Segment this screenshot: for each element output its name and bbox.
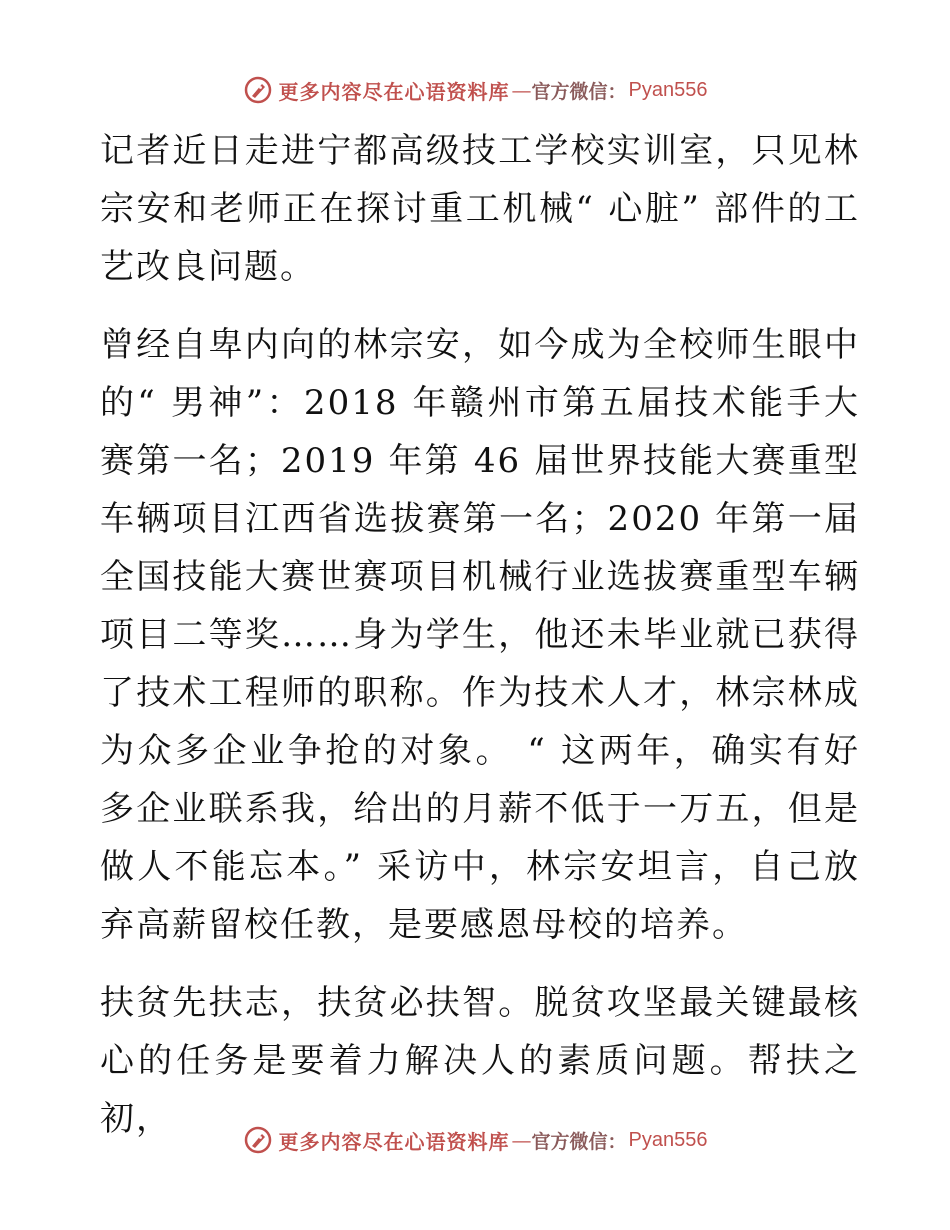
document-body [100,122,860,1168]
header-banner [0,68,950,112]
banner-brand-text: 更多内容尽在心语资料库 [278,1129,510,1154]
footer-banner [0,1118,950,1162]
banner-wechat-label: 官方微信： [531,80,627,103]
paragraph-2: 曾经自卑内向的林宗安，如今成为全校师生眼中的“ 男神”：2018 年赣州市第五届技术能手大赛第一名；2019 年第 46 届世界技能大赛重型车辆项目江西省选拔赛第一名；2020 年第一届全国技能大赛世赛项目机械行业选拔赛重型车辆项目二等奖……身为学生，他还未毕业就已获得了技术工程师的职称。作为技术人才，林宗林成为众多企业争抢的对象。 “ 这两年，确实有好多企业联系我，给出的月薪不低于一万五，但是做人不能忘本。” 采访中，林宗安坦言，自己放弃高薪留校任教，是要感恩母校的培养。 [100,325,860,945]
banner-brand-text: 更多内容尽在心语资料库 [278,79,510,104]
banner-wechat-id: Pyan556 [628,1128,708,1151]
paragraph-3: 扶贫先扶志，扶贫必扶智。脱贫攻坚最关键最核心的任务是要着力解决人的素质问题。帮扶之初， [100,983,860,1139]
banner-dash: — [511,1128,530,1152]
banner-dash: — [511,78,530,102]
banner-wechat-id: Pyan556 [628,78,708,101]
pen-nib-circle-icon [243,1125,273,1155]
banner-wechat-label: 官方微信： [531,1130,627,1153]
pen-nib-circle-icon [243,75,273,105]
paragraph-1: 记者近日走进宁都高级技工学校实训室，只见林宗安和老师正在探讨重工机械“ 心脏” 部件的工艺改良问题。 [100,131,860,287]
